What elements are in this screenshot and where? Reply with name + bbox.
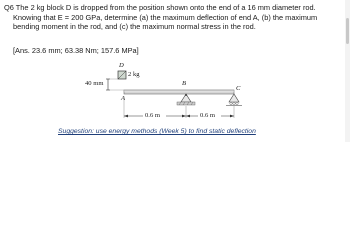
label-point-a: A <box>121 95 126 102</box>
support-c <box>229 94 239 102</box>
label-block-d: D <box>119 62 124 69</box>
support-b-pin <box>185 94 187 96</box>
label-span-bc: 0.6 m <box>200 112 216 119</box>
roller-c-1 <box>230 102 232 104</box>
scrollbar-thumb[interactable] <box>346 18 349 44</box>
roller-c-2 <box>233 102 235 104</box>
label-span-ab: 0.6 m <box>145 112 161 119</box>
arrow-bc-left <box>186 115 190 118</box>
label-point-b: B <box>182 80 187 87</box>
roller-c-3 <box>236 102 238 104</box>
suggestion-note: Suggestion: use energy methods (Week 5) to find static deflection <box>58 128 256 135</box>
scrollbar-track[interactable] <box>345 0 350 142</box>
arrow-ab-right <box>182 115 186 118</box>
question-line-2: Knowing that E = 200 GPa, determine (a) the maximum deflection of end A, (b) the maximum <box>13 12 318 22</box>
question-line-3: bending moment in the rod, and (c) the maximum normal stress in the rod. <box>13 22 256 32</box>
arrow-ab-left <box>124 115 128 118</box>
ground-b <box>177 102 195 105</box>
label-drop-height: 40 mm <box>85 80 104 87</box>
answers-line: [Ans. 23.6 mm; 63.38 Nm; 157.6 MPa] <box>13 46 139 55</box>
label-mass: 2 kg <box>128 71 140 78</box>
arrow-bc-right <box>230 115 234 118</box>
label-point-c: C <box>236 85 241 92</box>
question-line-1: Q6 The 2 kg block D is dropped from the position shown onto the end of a 16 mm diameter rod. <box>4 3 316 12</box>
